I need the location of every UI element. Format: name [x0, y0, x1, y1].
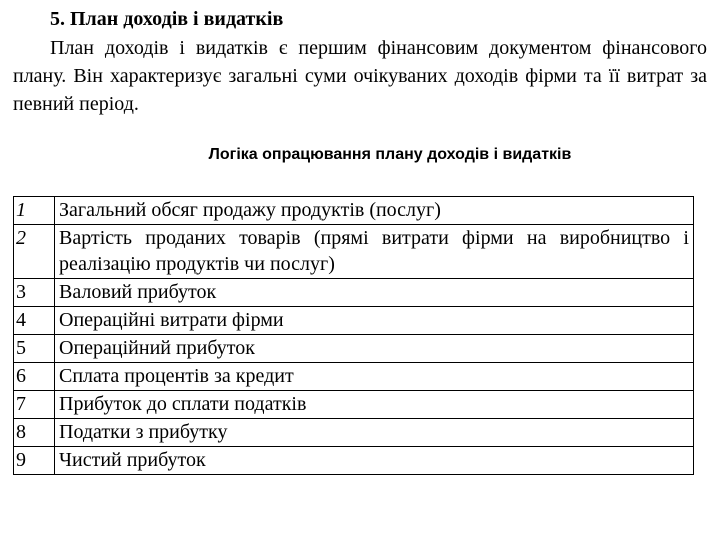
table-caption: Логіка опрацювання плану доходів і видатків — [208, 146, 572, 163]
table-row — [14, 363, 694, 391]
row-text: Прибуток до сплати податків — [55, 391, 694, 419]
table-row — [14, 447, 694, 475]
row-number: 6 — [14, 363, 55, 391]
row-text: Вартість проданих товарів (прямі витрати фірми на виробництво і реалізацію продуктів чи послуг) — [55, 225, 694, 279]
row-text: Операційний прибуток — [55, 335, 694, 363]
row-number: 8 — [14, 419, 55, 447]
row-text: Валовий прибуток — [55, 279, 694, 307]
row-text: Операційні витрати фірми — [55, 307, 694, 335]
row-text: Чистий прибуток — [55, 447, 694, 475]
row-number: 2 — [14, 225, 55, 279]
section-heading: 5. План доходів і видатків — [50, 8, 284, 30]
row-number: 1 — [14, 197, 55, 225]
table-row — [14, 419, 694, 447]
row-number: 3 — [14, 279, 55, 307]
table-row — [14, 307, 694, 335]
logic-table — [13, 196, 694, 475]
row-text: Податки з прибутку — [55, 419, 694, 447]
row-text: Загальний обсяг продажу продуктів (послуг) — [55, 197, 694, 225]
row-number: 9 — [14, 447, 55, 475]
table-row — [14, 391, 694, 419]
table-row — [14, 197, 694, 225]
row-text: Сплата процентів за кредит — [55, 363, 694, 391]
intro-paragraph: План доходів і видатків є першим фінансовим документом фінансового плану. Він характеризує загальні суми очікуваних доходів фірми та її витрат за певний період. — [13, 37, 707, 115]
row-number: 4 — [14, 307, 55, 335]
table-row — [14, 225, 694, 279]
table-row — [14, 335, 694, 363]
row-number: 5 — [14, 335, 55, 363]
table-row — [14, 279, 694, 307]
row-number: 7 — [14, 391, 55, 419]
